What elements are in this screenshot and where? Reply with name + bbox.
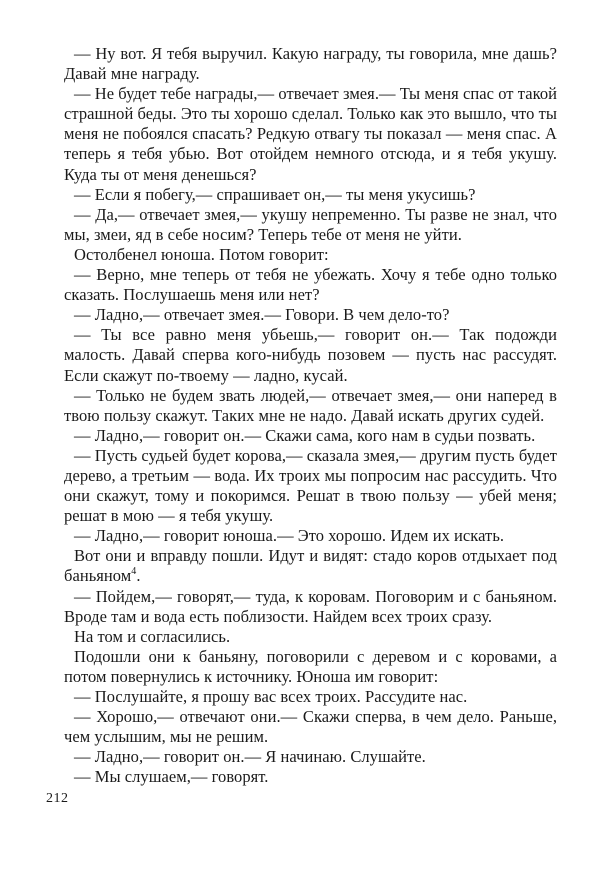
paragraph-6: — Верно, мне теперь от тебя не убежать. Хочу я тебе одно только сказать. Послушаешь меня или нет?	[64, 265, 557, 305]
paragraph-3: — Если я побегу,— спрашивает он,— ты меня укусишь?	[74, 184, 476, 204]
paragraph-11: — Пусть судьей будет корова,— сказала змея,— другим пусть будет дерево, а третьим — вода. Их троих мы попросим нас рассудить. Что они скажут, тому и покоримся. Решат в твою пользу — убей меня; решат в мою — я тебя укушу.	[64, 445, 557, 526]
paragraph-4: — Да,— отвечает змея,— укушу непременно. Ты разве не знал, что мы, змеи, яд в себе носим? Теперь тебе от меня не уйти.	[64, 204, 557, 244]
paragraph-8: — Ты все равно меня убьешь,— говорит он.— Так подожди малость. Давай сперва кого-нибудь позовем — пусть нас рассудят. Если скажут по-твоему — ладно, кусай.	[64, 325, 557, 385]
paragraph-2: — Не будет тебе награды,— отвечает змея.— Ты меня спас от такой страшной беды. Это ты хорошо сделал. Только как это вышло, что ты меня не побоялся спасать? Редкую отвагу ты показал — меня спас. А теперь я тебя убью. Вот отойдем немного отсюда, и я тебя укушу. Куда ты от меня денешься?	[64, 84, 557, 184]
paragraph-12: — Ладно,— говорит юноша.— Это хорошо. Идем их искать.	[74, 526, 505, 546]
footnote-marker: 4	[131, 566, 137, 578]
paragraph-14: — Пойдем,— говорят,— туда, к коровам. Поговорим и с баньяном. Вроде там и вода есть поблизости. Найдем всех троих сразу.	[64, 586, 557, 626]
paragraph-13: Вот они и вправду пошли. Идут и видят: стадо коров отдыхает под баньяном$^4$.	[64, 546, 557, 586]
paragraph-19: — Ладно,— говорит он.— Я начинаю. Слушайте.	[74, 747, 426, 767]
paragraph-7: — Ладно,— отвечает змея.— Говори. В чем дело-то?	[74, 305, 450, 325]
paragraph-17: — Послушайте, я прошу вас всех троих. Рассудите нас.	[74, 687, 468, 706]
paragraph-20: — Мы слушаем,— говорят.	[74, 767, 269, 787]
paragraph-16: Подошли они к баньяну, поговорили с деревом и с коровами, а потом повернулись к источнику. Юноша им говорит:	[64, 646, 557, 686]
paragraph-15: На том и согласились.	[74, 626, 231, 646]
paragraph-10: — Ладно,— говорит он.— Скажи сама, кого нам в судьи позвать.	[74, 425, 536, 445]
paragraph-9: — Только не будем звать людей,— отвечает змея,— они наперед в твою пользу скажут. Таких мне не надо. Давай искать других судей.	[64, 385, 557, 425]
paragraph-13-text: Вот они и вправду пошли. Идут и видят: стадо коров отдыхает под баньяном	[64, 546, 557, 586]
paragraph-1: — Ну вот. Я тебя выручил. Какую награду, ты говорила, мне дашь? Давай мне награду.	[64, 44, 557, 84]
page-number: 212	[46, 791, 69, 806]
paragraph-5: Остолбенел юноша. Потом говорит:	[74, 244, 329, 264]
paragraph-18: — Хорошо,— отвечают они.— Скажи сперва, в чем дело. Раньше, чем услышим, мы не решим.	[64, 707, 557, 747]
page-body	[64, 44, 557, 787]
